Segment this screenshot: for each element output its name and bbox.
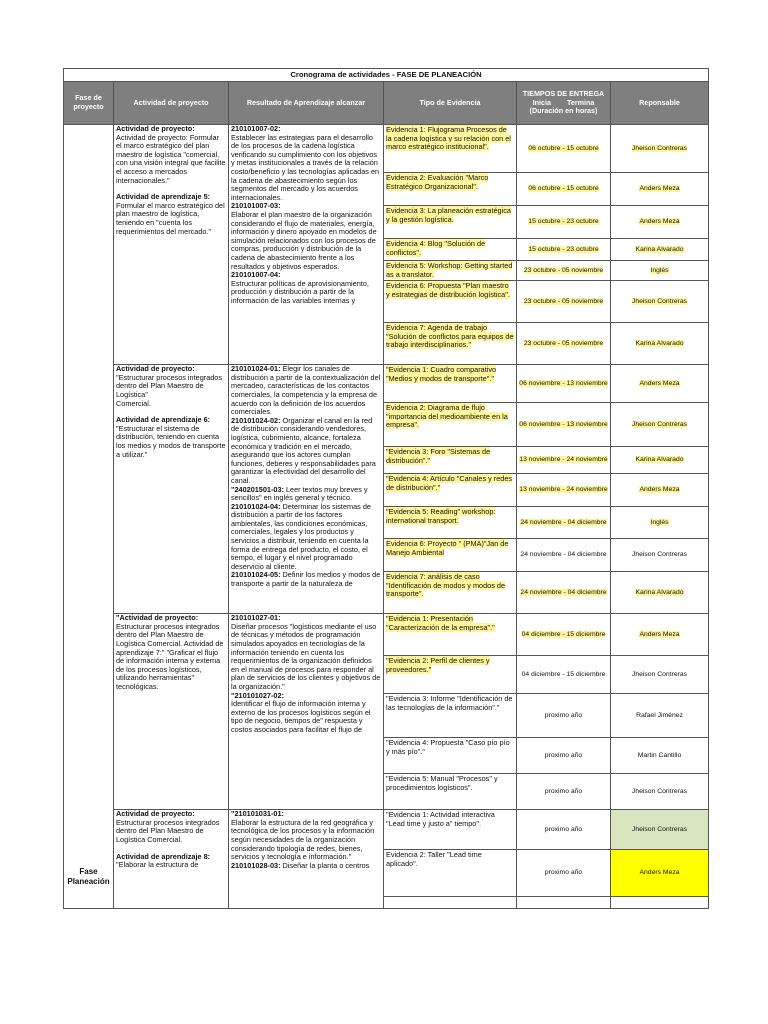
dates-text: 04 diciembre - 15 diciembre (521, 670, 606, 678)
dates-cell (517, 323, 611, 365)
responsible-cell (611, 694, 709, 738)
result-text: 210101007-04: (231, 270, 281, 280)
dates-text: 24 noviembre - 04 diciembre (520, 518, 607, 526)
result-cell (229, 614, 384, 810)
header-resultado: Resultado de Aprendizaje alcanzar (229, 82, 384, 125)
responsible-name: Rafael Jiménez (636, 711, 683, 719)
responsible-name: Inglés (650, 518, 669, 526)
responsible-name: Jheison Contreras (631, 825, 688, 833)
evidence-text: Evidencia 6: Proyecto " (PMA)"Jan de Manejo Ambiental (386, 539, 509, 557)
dates-text: 06 octubre - 15 octubre (528, 144, 599, 152)
result-para (231, 862, 381, 871)
responsible-cell (611, 738, 709, 774)
dates-cell (517, 173, 611, 206)
responsible-name: Jheison Contreras (631, 787, 688, 795)
result-cell (229, 125, 384, 365)
dates-text: 15 octubre - 23 octubre (528, 218, 599, 225)
result-content (231, 365, 381, 612)
dates-text: 24 noviembre - 04 diciembre (520, 588, 607, 596)
evidence-cell (384, 850, 517, 897)
evidence-cell (384, 365, 517, 403)
result-text: 210101024-01: (231, 365, 281, 374)
dates-cell (517, 447, 611, 474)
result-para (231, 503, 381, 572)
result-text-tail: Determinar los sistemas de distribución a partir de los factores ambientales, las condiciones económicas, comerciales, legales y los productos y servicios a distribuir, teniendo en cuenta la forma de entrega del producto, el costo, el tiempo, el lugar y el nivel programado deservicio al cliente. (231, 501, 371, 571)
responsible-name: Martin Cantillo (637, 751, 682, 759)
evidence-text: "Evidencia 4: Artículo "Canales y redes de distribución"." (386, 474, 513, 492)
evidence-cell (384, 738, 517, 774)
evidence-text: Evidencia 6: Propuesta "Plan maestro y estrategias de distribución logística". (386, 281, 510, 299)
result-text: "240201501-03: (231, 484, 284, 494)
evidence-text: Evidencia 7: Agenda de trabajo "Solución de conflictos para equipos de trabajo interdisciplinarios." (386, 323, 514, 350)
result-para (231, 280, 381, 306)
evidence-cell (384, 323, 517, 365)
result-text-tail: Definir los medios y modos de transporte a partir de la naturaleza de (231, 570, 381, 589)
evidence-cell (384, 614, 517, 656)
responsible-cell (611, 507, 709, 539)
result-para (231, 819, 381, 862)
header-tiempos (517, 82, 611, 125)
header-tiempos-l2: Inicia Termina (532, 97, 595, 107)
dates-cell (517, 507, 611, 539)
result-para (231, 417, 381, 486)
responsible-cell (611, 403, 709, 447)
responsible-name: Anders Meza (639, 379, 680, 387)
responsible-cell (611, 447, 709, 474)
evidence-cell (384, 539, 517, 572)
evidence-text: "Evidencia 1: Cuadro comparativo "Medios y modos de transporte"." (386, 365, 497, 383)
result-text: "210101031-01: (231, 810, 284, 819)
header-tipo: Tipo de Evidencia (384, 82, 517, 125)
evidence-text: Evidencia 1: Flujograma Procesos de la cadena logística y su relación con el marco estratégico institucional". (386, 125, 511, 152)
evidence-text: "Evidencia 1: Actividad interactiva "Lead time y justo a" tiempo". (386, 810, 495, 828)
table-row (64, 614, 709, 656)
responsible-name: Anders Meza (639, 218, 680, 225)
activity-text: "Estructurar el sistema de distribución, teniendo en cuenta los medios y modos de transporte a utilizar." (116, 423, 226, 459)
responsible-cell (611, 323, 709, 365)
responsible-cell (611, 206, 709, 239)
evidence-cell (384, 897, 517, 909)
schedule-table (63, 68, 709, 909)
responsible-name: Jheison Contreras (631, 144, 688, 152)
activity-text: Formular el marco estratégico del plan maestro de logística, teniendo en "cuenta los requerimientos del mercado." (116, 200, 225, 236)
result-content (231, 614, 381, 808)
responsible-cell (611, 897, 709, 909)
activity-content (116, 810, 226, 907)
responsible-name: Anders Meza (639, 486, 680, 494)
table-row (64, 125, 709, 173)
dates-cell (517, 403, 611, 447)
responsible-cell (611, 281, 709, 323)
result-para (231, 623, 381, 692)
responsible-cell (611, 774, 709, 810)
dates-text: 06 octubre - 15 octubre (528, 185, 599, 192)
dates-text: proximo año (544, 869, 583, 877)
dates-text: 23 octubre - 05 noviembre (523, 266, 604, 274)
dates-cell (517, 572, 611, 614)
result-text: Elaborar la estructura de la red geográfica y tecnológica de los procesos y la información según necesidades de la organización considerando tipología de redes, bienes, servicios y tecnología e información." (231, 817, 375, 862)
dates-text: 15 octubre - 23 octubre (528, 245, 599, 253)
evidence-cell (384, 694, 517, 738)
result-para (231, 571, 381, 588)
dates-text: 13 noviembre - 24 noviembre (519, 486, 608, 494)
dates-cell (517, 614, 611, 656)
result-text: 210101024-02: (231, 415, 281, 425)
header-actividad: Actividad de proyecto (114, 82, 229, 125)
evidence-cell (384, 261, 517, 281)
dates-cell (517, 738, 611, 774)
result-text: 210101024-05: (231, 570, 281, 580)
result-text: Elaborar el plan maestro de la organización considerando el flujo de materiales, energía, información y dinero apoyado en modelos de simulación relacionados con los procesos de compras, producción y distribución de la cadena de abastecimiento frente a los resultados y objetivos esperados. (231, 209, 377, 271)
activity-text: Actividad de proyecto: (116, 125, 195, 133)
evidence-text: "Evidencia 5: Manual "Procesos" y procedimientos logísticos". (386, 774, 498, 792)
dates-text: 04 diciembre - 15 diciembre (521, 630, 606, 638)
fase-label: Fase Planeación (67, 867, 110, 886)
dates-cell (517, 365, 611, 403)
dates-text: proximo año (544, 825, 583, 833)
responsible-cell (611, 656, 709, 694)
dates-text: 23 octubre - 05 noviembre (523, 339, 604, 347)
result-text: Identificar el flujo de información interna y externo de los procesos logísticos según el tipo de negocio, tiempos de" respuesta y costos asociados para facilitar el flujo de (231, 699, 371, 734)
evidence-text: Evidencia 2: Taller "Lead time aplicado". (386, 850, 482, 868)
result-content (231, 810, 381, 907)
evidence-cell (384, 281, 517, 323)
activity-content (116, 614, 226, 808)
activity-text: Actividad de aprendizaje 8: (116, 851, 211, 861)
responsible-name: Karina Alvarado (635, 245, 684, 253)
activity-para (116, 374, 226, 400)
dates-cell (517, 897, 611, 909)
dates-text: 06 noviembre - 13 noviembre (519, 379, 608, 387)
responsible-name: Anders Meza (639, 185, 680, 192)
fase-cell (64, 125, 114, 909)
evidence-cell (384, 403, 517, 447)
evidence-text: Evidencia 2: Evaluación "Marco Estratégico Organizacional". (386, 173, 489, 191)
activity-content (116, 365, 226, 612)
result-text-tail: Leer textos muy breves y sencillos" en inglés general y técnico. (231, 484, 368, 503)
dates-cell (517, 656, 611, 694)
dates-cell (517, 539, 611, 572)
dates-text: proximo año (544, 751, 583, 759)
result-text: Diseñar procesos "logísticos mediante el uso de técnicas y métodos de programación simulados apoyados en tecnologías de la información teniendo en cuenta los requerimientos de la organización definidos en el manual de procesos para responder al plan de servicios de los clientes y objetivos de la organización." (231, 621, 381, 691)
responsible-name: Inglés (650, 266, 669, 274)
activity-text-tail: Estructurar procesos integrados dentro del Plan Maestro de Logística Comercial. (116, 817, 220, 844)
dates-cell (517, 694, 611, 738)
dates-cell (517, 281, 611, 323)
dates-cell (517, 206, 611, 239)
dates-cell (517, 850, 611, 897)
result-text: Estructurar políticas de aprovisionamiento, producción y distribución a partir de la información de las variables internas y (231, 278, 369, 305)
activity-para (116, 623, 226, 692)
schedule-sheet (63, 68, 708, 909)
activity-para (116, 400, 226, 409)
dates-text: 06 noviembre - 13 noviembre (519, 420, 608, 428)
header-tiempos-l1: TIEMPOS DE ENTREGA (522, 89, 605, 99)
activity-cell (114, 614, 229, 810)
dates-cell (517, 774, 611, 810)
evidence-cell (384, 474, 517, 507)
evidence-cell (384, 572, 517, 614)
activity-text: Comercial. (116, 398, 151, 408)
header-fase: Fase de proyecto (64, 82, 114, 125)
evidence-text: "Evidencia 4: Propuesta "Caso pío pío y más pío"." (386, 738, 510, 756)
result-para (231, 211, 381, 271)
activity-text: Actividad de aprendizaje 5: (116, 192, 211, 202)
dates-cell (517, 239, 611, 261)
evidence-text: "Evidencia 1: Presentación "Caracterización de la empresa"." (386, 614, 495, 632)
evidence-text: "Evidencia 2: Perfil de clientes y proveedores." (386, 656, 490, 674)
activity-para (116, 134, 226, 186)
dates-text: proximo año (544, 787, 583, 795)
responsible-cell (611, 474, 709, 507)
responsible-cell (611, 539, 709, 572)
result-text: "210101027-02: (231, 690, 284, 700)
activity-para (116, 861, 226, 870)
result-cell (229, 365, 384, 614)
activity-text: "Estructurar procesos integrados dentro del Plan Maestro de Logística" (116, 372, 223, 399)
responsible-cell (611, 261, 709, 281)
activity-text: Actividad de aprendizaje 6: (116, 415, 211, 425)
activity-text: Estructurar procesos integrados dentro del Plan Maestro de Logística Comercial. Actividad de aprendizaje 7:" "Graficar el flujo de información interna y externa de los procesos logísticos, utilizando herramientas" tecnológicas. (116, 621, 224, 691)
evidence-cell (384, 206, 517, 239)
header-responsable: Reponsable (611, 82, 709, 125)
evidence-text: "Evidencia 5: Reading" workshop: international transport. (386, 507, 496, 525)
activity-cell (114, 810, 229, 909)
result-para (231, 134, 381, 203)
evidence-cell (384, 507, 517, 539)
result-para (231, 365, 381, 417)
result-text: 210101007-03: (231, 201, 281, 211)
activity-content (116, 125, 226, 361)
responsible-cell (611, 125, 709, 173)
evidence-cell (384, 125, 517, 173)
responsible-cell (611, 239, 709, 261)
evidence-text: Evidencia 4: Blog "Solución de conflictos". (386, 239, 486, 257)
activity-text: Actividad de proyecto: (116, 365, 195, 374)
evidence-text: Evidencia 7: análisis de caso "Identificación de modos y modos de transporte". (386, 572, 506, 599)
evidence-cell (384, 774, 517, 810)
dates-text: 23 octubre - 05 noviembre (523, 297, 604, 305)
result-text-tail: Elegir los canales de distribución a partir de la contextualización del mercadeo, características de los contactos comerciales, la competencia y la empresa de acuerdo con la definición de los acuerdos comerciales. (231, 365, 381, 417)
dates-text: 13 noviembre - 24 noviembre (519, 456, 608, 464)
activity-text: "Elaborar la estructura de (116, 860, 199, 870)
header-tiempos-l3: (Duración en horas) (529, 106, 598, 116)
responsible-cell (611, 173, 709, 206)
activity-text: Actividad de proyecto: (116, 810, 195, 819)
responsible-name: Karina Alvarado (635, 588, 684, 596)
dates-cell (517, 474, 611, 507)
table-row (64, 810, 709, 850)
activity-text: "Actividad de proyecto: (116, 614, 199, 623)
result-text: 210101027-01: (231, 614, 281, 623)
evidence-text: Evidencia 2: Diagrama de flujo "importancia del medioambiente en la empresa". (386, 403, 508, 430)
activity-cell (114, 365, 229, 614)
evidence-cell (384, 810, 517, 850)
result-text: Establecer las estrategias para el desarrollo de los procesos de la cadena logística verificando su cumplimiento con los objetivos y metas institucionales a través de la relación costo/beneficio y las tecnologías aplicadas en la cadena de abastecimiento según los segmentos del mercado y los acuerdos internacionales. (231, 132, 380, 202)
responsible-cell (611, 365, 709, 403)
evidence-text: Evidencia 5: Workshop: Getting started as a translator. (386, 261, 513, 279)
responsible-name: Anders Meza (639, 630, 680, 638)
evidence-cell (384, 656, 517, 694)
result-text: 210101024-04: (231, 501, 281, 511)
evidence-cell (384, 447, 517, 474)
responsible-name: Anders Meza (639, 869, 680, 877)
dates-cell (517, 261, 611, 281)
result-cell (229, 810, 384, 909)
evidence-cell (384, 239, 517, 261)
responsible-cell (611, 850, 709, 897)
activity-cell (114, 125, 229, 365)
table-row (64, 365, 709, 403)
evidence-cell (384, 173, 517, 206)
dates-cell (517, 125, 611, 173)
responsible-cell (611, 810, 709, 850)
result-para (231, 486, 381, 503)
responsible-name: Jheison Contreras (631, 551, 688, 559)
table-title: Cronograma de actividades - FASE DE PLANEACIÓN (64, 69, 709, 82)
responsible-name: Jheison Contreras (631, 420, 688, 428)
evidence-text: "Evidencia 3: Informe "Identificación de las tecnologías de la información"." (386, 694, 513, 712)
result-text-tail: Organizar el canal en la red de distribución considerando vendedores, logística, cubrimiento, alcance, fortaleza económica y tradición en el mercado, asegurando que los actores cumplan funciones, deberes y responsabilidades para garantizar la efectividad del desarrollo del canal. (231, 415, 376, 485)
dates-text: proximo año (544, 711, 583, 719)
evidence-text: Evidencia 3: La planeación estratégica y la gestión logística. (386, 206, 511, 224)
responsible-cell (611, 572, 709, 614)
result-para (231, 700, 381, 734)
responsible-name: Jheison Contreras (631, 297, 688, 305)
activity-para (116, 425, 226, 459)
responsible-cell (611, 614, 709, 656)
result-content (231, 125, 381, 361)
responsible-name: Karina Alvarado (635, 339, 684, 347)
result-text-tail: Diseñar la planta o centros (280, 860, 370, 870)
responsible-name: Jheison Contreras (631, 670, 688, 678)
responsible-name: Karina Alvarado (635, 456, 684, 464)
evidence-text: "Evidencia 3: Foro "Sistemas de distribución"." (386, 447, 491, 465)
activity-para (116, 202, 226, 236)
activity-text: Actividad de proyecto: Formular el marco estratégico del plan maestro de logística "comercial, con una visión integral que facilite el acceso a mercados internacionales." (116, 132, 226, 185)
activity-para (116, 810, 226, 844)
dates-text: 24 noviembre - 04 diciembre (520, 551, 607, 559)
result-text: 210101007-02: (231, 125, 281, 133)
dates-cell (517, 810, 611, 850)
result-text: 210101028-03: (231, 860, 281, 870)
